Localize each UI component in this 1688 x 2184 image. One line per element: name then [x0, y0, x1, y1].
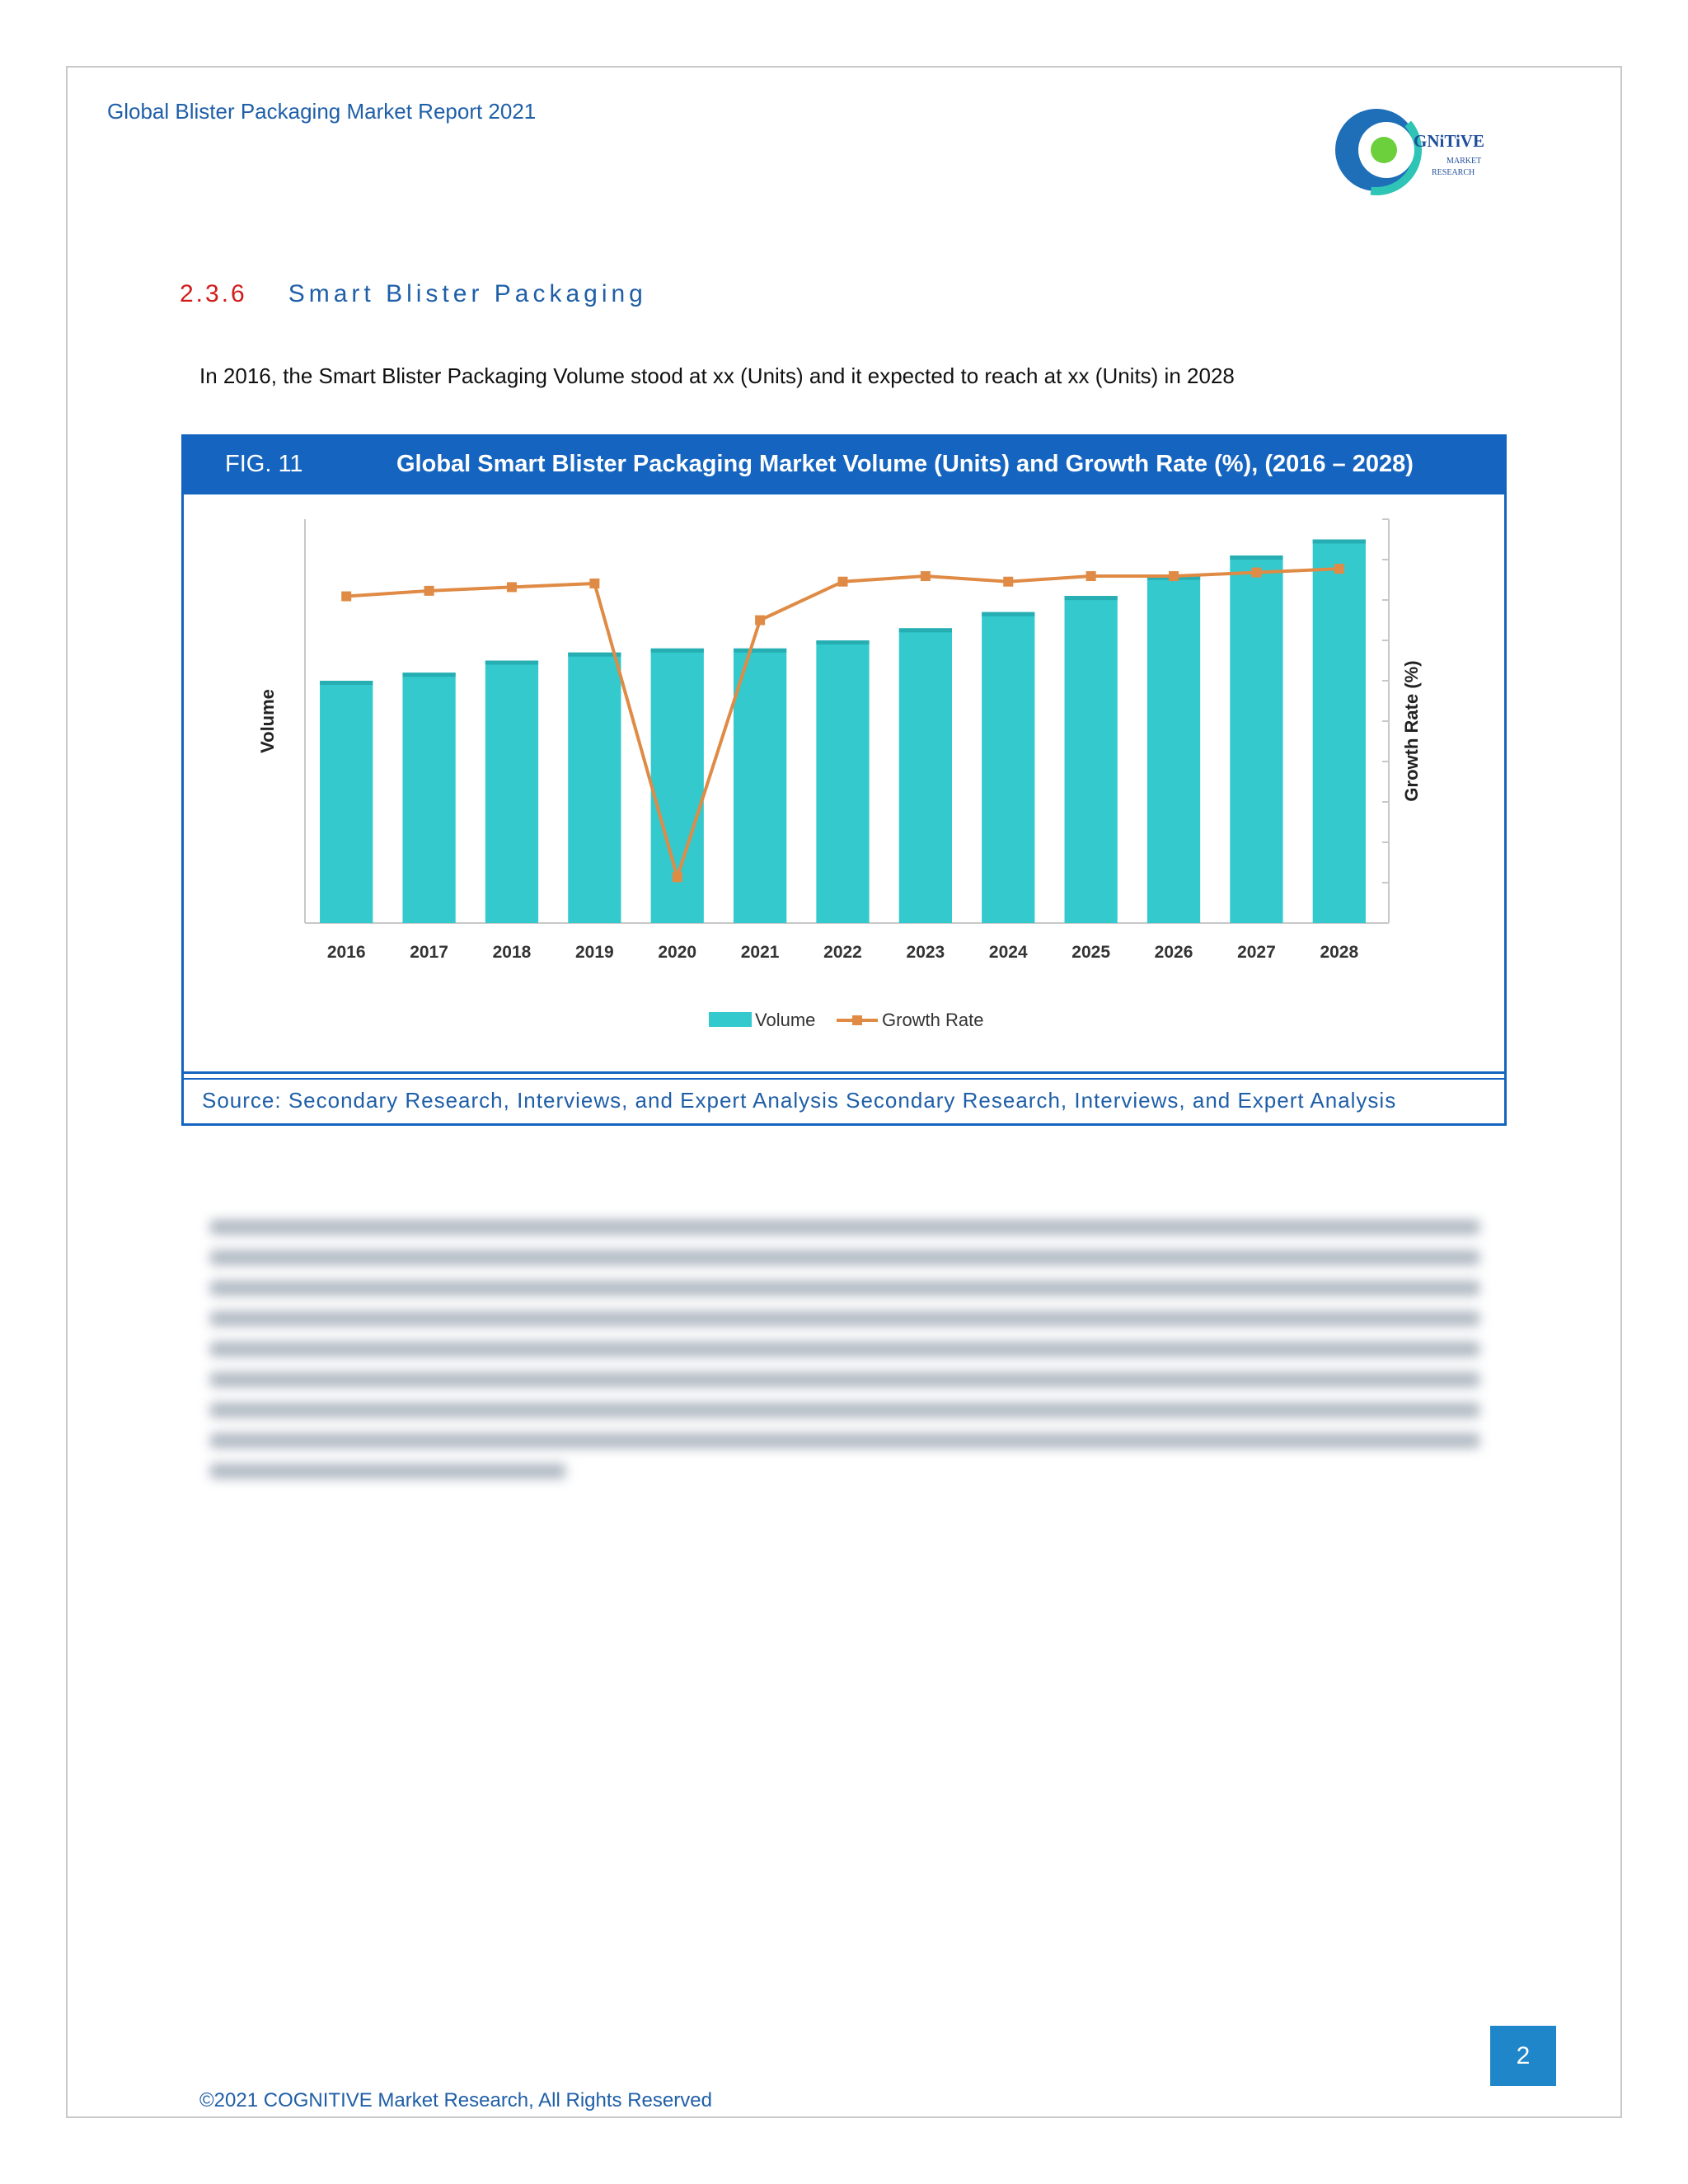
- x-tick-label: 2028: [1320, 943, 1359, 962]
- legend-growth-marker: [852, 1015, 862, 1025]
- blurred-line: [210, 1220, 1479, 1235]
- growth-rate-point: [341, 592, 351, 602]
- volume-bar: [734, 649, 786, 923]
- volume-bar-cap: [485, 661, 538, 665]
- figure-title: Global Smart Blister Packaging Market Volume (Units) and Growth Rate (%), (2016 – 2028): [396, 451, 1414, 477]
- volume-bar: [320, 681, 373, 923]
- intro-sentence: In 2016, the Smart Blister Packaging Volume stood at xx (Units) and it expected to reach at xx (Units) in 2028: [199, 363, 1235, 388]
- volume-bar-cap: [816, 640, 869, 644]
- volume-bar: [1065, 596, 1118, 923]
- x-tick-label: 2025: [1071, 943, 1111, 962]
- volume-bar-cap: [899, 628, 952, 632]
- x-tick-label: 2026: [1154, 943, 1193, 962]
- section-heading: [180, 280, 647, 308]
- y2-axis-title: Growth Rate (%): [1401, 660, 1422, 802]
- blurred-line: [210, 1281, 1479, 1296]
- section-number: 2.3.6: [180, 280, 247, 307]
- growth-rate-point: [424, 586, 434, 596]
- volume-bar: [899, 628, 952, 923]
- volume-bar: [485, 661, 538, 924]
- growth-rate-point: [755, 616, 765, 626]
- growth-rate-point: [1169, 571, 1179, 581]
- x-tick-label: 2016: [326, 943, 366, 962]
- blurred-line: [210, 1464, 565, 1479]
- x-tick-label: 2023: [906, 943, 945, 962]
- figure-source-text: Source: Secondary Research, Interviews, and Expert Analysis Secondary Research, Interviews, and Expert Analysis: [202, 1088, 1397, 1113]
- volume-bar: [1147, 576, 1200, 923]
- legend-volume-swatch: [709, 1012, 752, 1027]
- volume-bar-cap: [982, 612, 1034, 616]
- figure-number: FIG. 11: [225, 451, 303, 477]
- report-header-title: Global Blister Packaging Market Report 2021: [107, 99, 537, 124]
- growth-rate-point: [673, 872, 682, 882]
- volume-bar: [1313, 540, 1366, 924]
- volume-bar: [402, 673, 455, 923]
- page-number: 2: [1490, 2026, 1556, 2086]
- volume-bar-cap: [734, 649, 786, 653]
- x-tick-label: 2020: [658, 943, 697, 962]
- logo-word-research: RESEARCH: [1432, 168, 1475, 177]
- volume-bar-cap: [1230, 555, 1282, 560]
- x-tick-label: 2024: [988, 943, 1028, 962]
- volume-bar-cap: [320, 681, 373, 685]
- volume-bar-cap: [402, 673, 455, 677]
- y-axis-title: Volume: [257, 689, 278, 753]
- x-tick-label: 2022: [823, 943, 862, 962]
- figure-source: [184, 1071, 1504, 1126]
- volume-bar-cap: [1065, 596, 1118, 600]
- blurred-line: [210, 1342, 1479, 1357]
- growth-rate-point: [921, 571, 931, 581]
- growth-rate-point: [838, 577, 848, 587]
- volume-bar: [982, 612, 1034, 923]
- footer-copyright: ©2021 COGNITIVE Market Research, All Rights Reserved: [199, 2089, 712, 2111]
- growth-rate-point: [1251, 568, 1261, 578]
- growth-rate-point: [1086, 571, 1096, 581]
- logo-word: GNiTiVE: [1414, 131, 1484, 151]
- legend-growth-label: Growth Rate: [882, 1010, 984, 1030]
- volume-bar-cap: [1313, 540, 1366, 544]
- volume-bar-cap: [651, 649, 704, 653]
- company-logo: [1331, 104, 1488, 196]
- figure-header: [184, 437, 1504, 494]
- volume-bar: [816, 640, 869, 923]
- volume-growth-chart: [247, 494, 1434, 1055]
- volume-bar: [568, 653, 621, 923]
- blurred-paragraph: [210, 1220, 1479, 1508]
- blurred-line: [210, 1372, 1479, 1387]
- x-tick-label: 2021: [740, 943, 780, 962]
- growth-rate-point: [1003, 577, 1013, 587]
- blurred-line: [210, 1311, 1479, 1326]
- growth-rate-point: [589, 579, 599, 588]
- x-tick-label: 2027: [1237, 943, 1276, 962]
- blurred-line: [210, 1403, 1479, 1418]
- volume-bar: [1230, 555, 1282, 923]
- blurred-line: [210, 1250, 1479, 1265]
- logo-word-market: MARKET: [1447, 157, 1482, 166]
- legend-volume-label: Volume: [755, 1010, 816, 1030]
- x-tick-label: 2019: [574, 943, 614, 962]
- x-tick-label: 2017: [410, 943, 448, 962]
- growth-rate-point: [507, 582, 517, 592]
- section-title: Smart Blister Packaging: [288, 280, 647, 307]
- growth-rate-point: [1334, 564, 1344, 574]
- x-tick-label: 2018: [492, 943, 532, 962]
- blurred-line: [210, 1433, 1479, 1448]
